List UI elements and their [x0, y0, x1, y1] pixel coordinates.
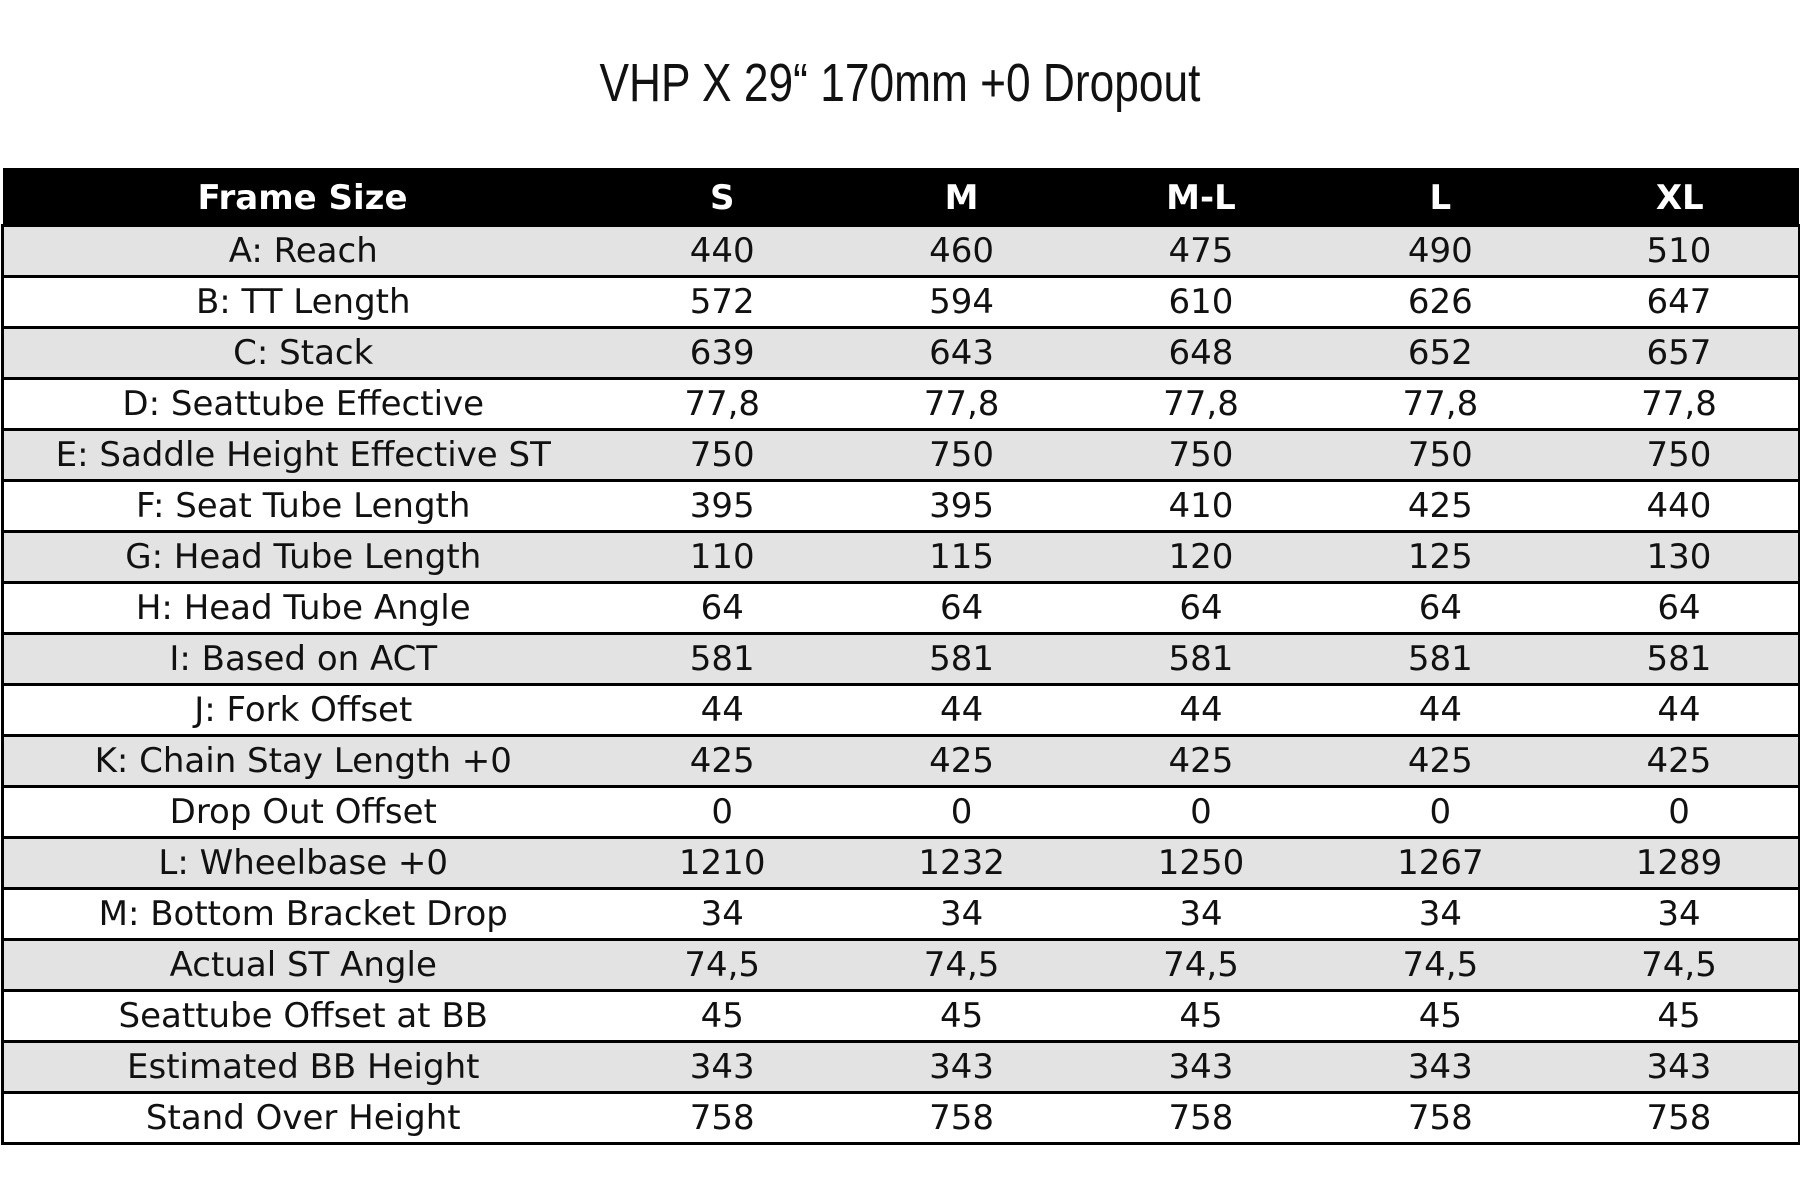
row-label: L: Wheelbase +0: [3, 838, 603, 889]
value-xl: 64: [1560, 583, 1799, 634]
row-label: E: Saddle Height Effective ST: [3, 430, 603, 481]
value-s: 440: [603, 226, 842, 277]
table-row: [3, 1093, 1800, 1144]
value-m-l: 581: [1081, 634, 1320, 685]
value-m: 44: [842, 685, 1081, 736]
value-l: 77,8: [1321, 379, 1560, 430]
table-row: [3, 532, 1800, 583]
value-s: 110: [603, 532, 842, 583]
table-row: [3, 685, 1800, 736]
value-m-l: 77,8: [1081, 379, 1320, 430]
value-s: 572: [603, 277, 842, 328]
table-row: [3, 787, 1800, 838]
value-xl: 425: [1560, 736, 1799, 787]
table-row: [3, 379, 1800, 430]
value-s: 758: [603, 1093, 842, 1144]
row-label: D: Seattube Effective: [3, 379, 603, 430]
value-s: 343: [603, 1042, 842, 1093]
value-l: 44: [1321, 685, 1560, 736]
value-s: 0: [603, 787, 842, 838]
value-m-l: 45: [1081, 991, 1320, 1042]
value-l: 125: [1321, 532, 1560, 583]
row-label: Estimated BB Height: [3, 1042, 603, 1093]
value-m-l: 750: [1081, 430, 1320, 481]
value-xl: 510: [1560, 226, 1799, 277]
value-l: 64: [1321, 583, 1560, 634]
value-m-l: 648: [1081, 328, 1320, 379]
page-title: VHP X 29“ 170mm +0 Dropout: [599, 53, 1201, 113]
value-s: 77,8: [603, 379, 842, 430]
value-l: 490: [1321, 226, 1560, 277]
value-xl: 45: [1560, 991, 1799, 1042]
value-m: 343: [842, 1042, 1081, 1093]
value-xl: 130: [1560, 532, 1799, 583]
row-label: F: Seat Tube Length: [3, 481, 603, 532]
value-m: 758: [842, 1093, 1081, 1144]
value-l: 1267: [1321, 838, 1560, 889]
value-l: 74,5: [1321, 940, 1560, 991]
header-size-m-l: M-L: [1081, 170, 1320, 226]
row-label: Drop Out Offset: [3, 787, 603, 838]
value-m: 77,8: [842, 379, 1081, 430]
value-s: 581: [603, 634, 842, 685]
value-l: 0: [1321, 787, 1560, 838]
table-row: [3, 889, 1800, 940]
value-l: 581: [1321, 634, 1560, 685]
value-s: 34: [603, 889, 842, 940]
value-m: 750: [842, 430, 1081, 481]
value-l: 45: [1321, 991, 1560, 1042]
value-m-l: 343: [1081, 1042, 1320, 1093]
value-m-l: 0: [1081, 787, 1320, 838]
table-header: [3, 170, 1800, 226]
value-xl: 44: [1560, 685, 1799, 736]
header-row: [3, 170, 1800, 226]
row-label: B: TT Length: [3, 277, 603, 328]
table-row: [3, 991, 1800, 1042]
value-m-l: 1250: [1081, 838, 1320, 889]
header-frame-size: Frame Size: [3, 170, 603, 226]
value-m: 425: [842, 736, 1081, 787]
table-row: [3, 736, 1800, 787]
value-m-l: 120: [1081, 532, 1320, 583]
value-xl: 581: [1560, 634, 1799, 685]
table-row: [3, 277, 1800, 328]
value-m: 643: [842, 328, 1081, 379]
table-row: [3, 940, 1800, 991]
value-s: 44: [603, 685, 842, 736]
value-xl: 657: [1560, 328, 1799, 379]
table-row: [3, 226, 1800, 277]
header-size-xl: XL: [1560, 170, 1799, 226]
value-m-l: 34: [1081, 889, 1320, 940]
value-m: 1232: [842, 838, 1081, 889]
value-m: 45: [842, 991, 1081, 1042]
row-label: G: Head Tube Length: [3, 532, 603, 583]
value-l: 626: [1321, 277, 1560, 328]
header-size-m: M: [842, 170, 1081, 226]
table-row: [3, 481, 1800, 532]
table-row: [3, 1042, 1800, 1093]
value-xl: 74,5: [1560, 940, 1799, 991]
value-m: 460: [842, 226, 1081, 277]
value-l: 652: [1321, 328, 1560, 379]
value-m-l: 758: [1081, 1093, 1320, 1144]
value-s: 750: [603, 430, 842, 481]
value-m-l: 425: [1081, 736, 1320, 787]
value-s: 64: [603, 583, 842, 634]
value-xl: 750: [1560, 430, 1799, 481]
row-label: Stand Over Height: [3, 1093, 603, 1144]
table-row: [3, 634, 1800, 685]
value-m-l: 64: [1081, 583, 1320, 634]
value-l: 750: [1321, 430, 1560, 481]
value-l: 425: [1321, 736, 1560, 787]
value-m: 74,5: [842, 940, 1081, 991]
value-m-l: 74,5: [1081, 940, 1320, 991]
value-xl: 0: [1560, 787, 1799, 838]
value-xl: 758: [1560, 1093, 1799, 1144]
value-s: 395: [603, 481, 842, 532]
value-m: 581: [842, 634, 1081, 685]
row-label: K: Chain Stay Length +0: [3, 736, 603, 787]
value-m-l: 410: [1081, 481, 1320, 532]
header-size-s: S: [603, 170, 842, 226]
row-label: J: Fork Offset: [3, 685, 603, 736]
row-label: M: Bottom Bracket Drop: [3, 889, 603, 940]
value-xl: 647: [1560, 277, 1799, 328]
value-xl: 343: [1560, 1042, 1799, 1093]
value-xl: 440: [1560, 481, 1799, 532]
value-xl: 1289: [1560, 838, 1799, 889]
value-l: 34: [1321, 889, 1560, 940]
value-m: 0: [842, 787, 1081, 838]
geometry-table: [1, 168, 1800, 1145]
value-m-l: 610: [1081, 277, 1320, 328]
value-xl: 77,8: [1560, 379, 1799, 430]
table-body: [3, 226, 1800, 1144]
value-l: 343: [1321, 1042, 1560, 1093]
value-m: 115: [842, 532, 1081, 583]
value-m-l: 475: [1081, 226, 1320, 277]
table-row: [3, 328, 1800, 379]
row-label: H: Head Tube Angle: [3, 583, 603, 634]
row-label: Actual ST Angle: [3, 940, 603, 991]
value-s: 1210: [603, 838, 842, 889]
table-row: [3, 838, 1800, 889]
value-s: 639: [603, 328, 842, 379]
value-l: 425: [1321, 481, 1560, 532]
value-m: 34: [842, 889, 1081, 940]
table-row: [3, 430, 1800, 481]
value-m: 395: [842, 481, 1081, 532]
value-s: 45: [603, 991, 842, 1042]
row-label: A: Reach: [3, 226, 603, 277]
value-m: 64: [842, 583, 1081, 634]
header-size-l: L: [1321, 170, 1560, 226]
table-row: [3, 583, 1800, 634]
value-s: 425: [603, 736, 842, 787]
row-label: I: Based on ACT: [3, 634, 603, 685]
value-l: 758: [1321, 1093, 1560, 1144]
value-m-l: 44: [1081, 685, 1320, 736]
value-xl: 34: [1560, 889, 1799, 940]
row-label: Seattube Offset at BB: [3, 991, 603, 1042]
row-label: C: Stack: [3, 328, 603, 379]
value-s: 74,5: [603, 940, 842, 991]
value-m: 594: [842, 277, 1081, 328]
